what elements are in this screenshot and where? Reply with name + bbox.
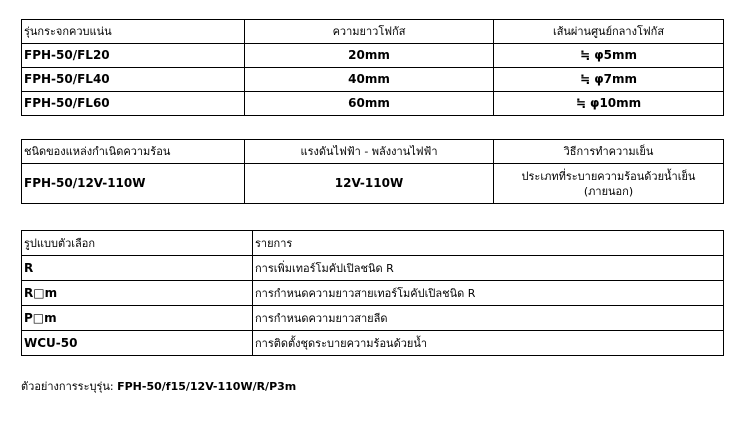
cell-heat-source: FPH-50/12V-110W xyxy=(22,164,245,204)
model-example-value: FPH-50/f15/12V-110W/R/P3m xyxy=(117,380,297,393)
cell-focal-length: 60mm xyxy=(245,92,494,116)
cell-focal-length: 40mm xyxy=(245,68,494,92)
cell-option-code: P□m xyxy=(22,306,253,331)
cell-option-code: R□m xyxy=(22,281,253,306)
cell-model: FPH-50/FL20 xyxy=(22,44,245,68)
cell-cooling-method: ประเภทที่ระบายความร้อนด้วยน้ำเย็น (ภายนอก) xyxy=(494,164,724,204)
table-row xyxy=(22,164,724,204)
table-row xyxy=(22,44,724,68)
table-header-row xyxy=(22,140,724,164)
cell-option-code: R xyxy=(22,256,253,281)
focal-spec-table xyxy=(21,19,724,116)
cell-option-code: WCU-50 xyxy=(22,331,253,356)
model-example-label: ตัวอย่างการระบุรุ่น: xyxy=(21,380,114,393)
cell-focal-diameter: ≒ φ5mm xyxy=(494,44,724,68)
model-example-line xyxy=(21,377,296,395)
cell-model: FPH-50/FL40 xyxy=(22,68,245,92)
table-row xyxy=(22,68,724,92)
header-heat-source-type: ชนิดของแหล่งกำเนิดความร้อน xyxy=(22,140,245,164)
cell-option-desc: การเพิ่มเทอร์โมคัปเปิลชนิด R xyxy=(253,256,724,281)
cell-model: FPH-50/FL60 xyxy=(22,92,245,116)
header-focal-length: ความยาวโฟกัส xyxy=(245,20,494,44)
cell-option-desc: การกำหนดความยาวสายลีด xyxy=(253,306,724,331)
cell-focal-diameter: ≒ φ7mm xyxy=(494,68,724,92)
table-header-row xyxy=(22,20,724,44)
table-row xyxy=(22,281,724,306)
header-cooling-method: วิธีการทำความเย็น xyxy=(494,140,724,164)
table-row xyxy=(22,256,724,281)
table-row xyxy=(22,92,724,116)
cell-voltage-power: 12V-110W xyxy=(245,164,494,204)
header-voltage-power: แรงดันไฟฟ้า - พลังงานไฟฟ้า xyxy=(245,140,494,164)
cell-focal-length: 20mm xyxy=(245,44,494,68)
table-row xyxy=(22,306,724,331)
heat-source-table xyxy=(21,139,724,204)
header-item: รายการ xyxy=(253,231,724,256)
table-header-row xyxy=(22,231,724,256)
cell-option-desc: การติดตั้งชุดระบายความร้อนด้วยน้ำ xyxy=(253,331,724,356)
header-focal-diameter: เส้นผ่านศูนย์กลางโฟกัส xyxy=(494,20,724,44)
cell-focal-diameter: ≒ φ10mm xyxy=(494,92,724,116)
header-lens-model: รุ่นกระจกควบแน่น xyxy=(22,20,245,44)
table-row xyxy=(22,331,724,356)
options-table xyxy=(21,230,724,356)
cell-option-desc: การกำหนดความยาวสายเทอร์โมคัปเปิลชนิด R xyxy=(253,281,724,306)
header-option-format: รูปแบบตัวเลือก xyxy=(22,231,253,256)
